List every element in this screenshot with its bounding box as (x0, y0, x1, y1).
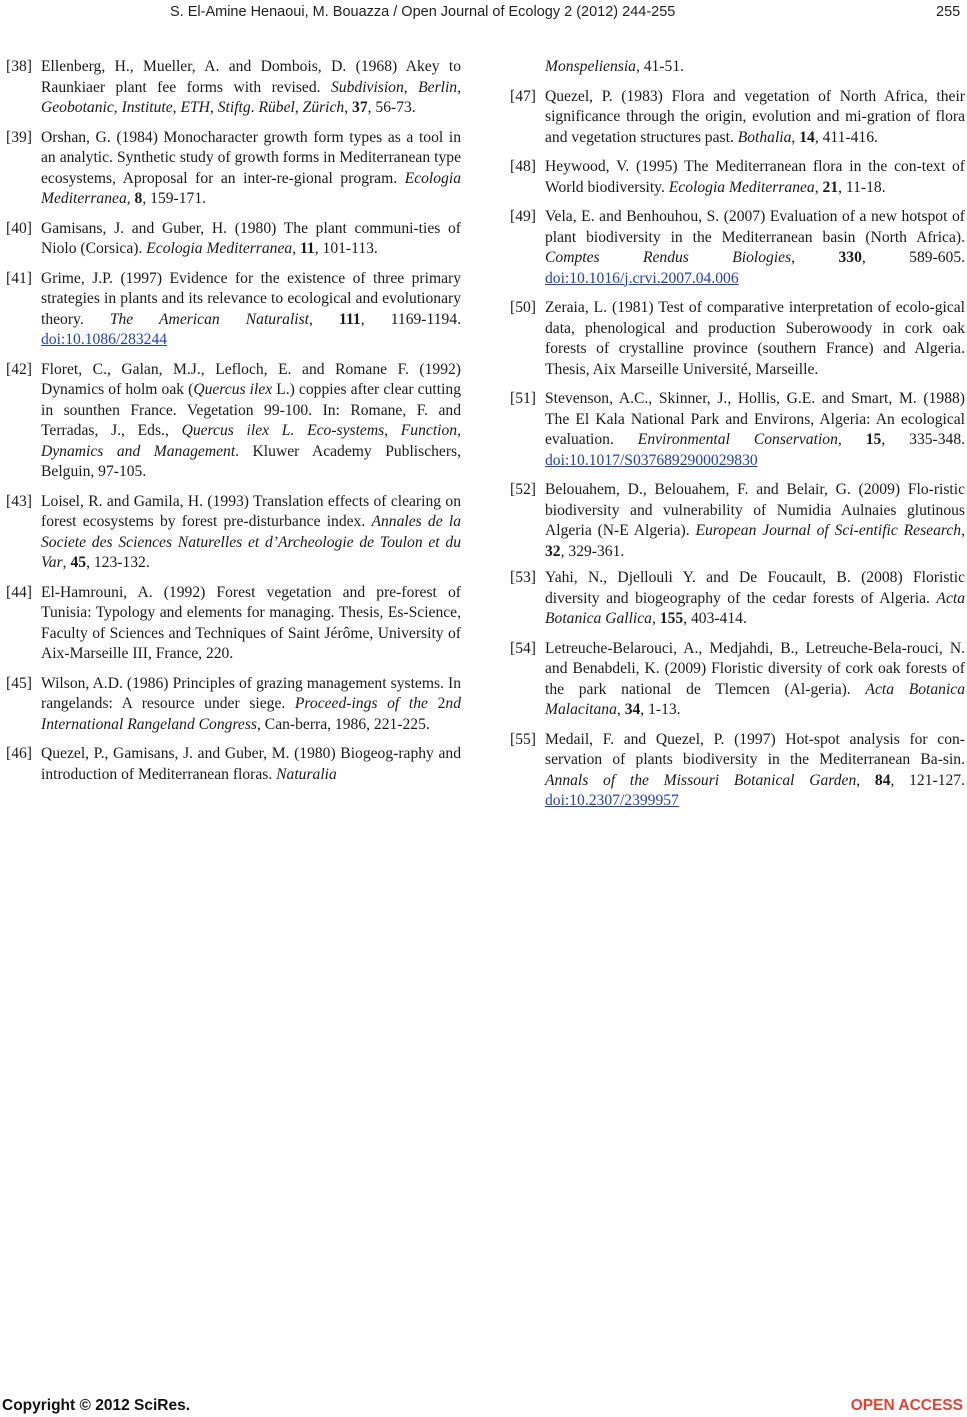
reference-text: , 589-605. (861, 249, 966, 266)
reference-body (545, 87, 965, 149)
reference-entry (6, 744, 461, 785)
reference-body (545, 389, 965, 471)
reference-entry (6, 219, 461, 260)
volume-number: 330 (838, 249, 862, 266)
reference-number: [55] (510, 730, 536, 748)
reference-number: [52] (510, 481, 536, 498)
doi-link[interactable]: doi:10.2307/2399957 (545, 792, 679, 809)
italic-text: Quercus ilex L. Eco-systems (181, 422, 385, 439)
reference-number: [51] (510, 390, 536, 407)
reference-body (545, 568, 965, 630)
reference-number: [38] (6, 58, 32, 75)
italic-text: Proceed-ings of the (294, 695, 428, 712)
reference-entry (6, 674, 461, 736)
reference-entry (510, 87, 965, 149)
reference-text: , (172, 99, 181, 116)
italic-text: Naturalia (276, 765, 337, 783)
reference-number: [42] (6, 360, 32, 378)
reference-body (41, 360, 461, 483)
reference-text: Belouahem, D., Belouahem, F. and Belair, G. (2009) Flo-ristic biodiversity and vulnerability of Numidia Aulnaies glutinous Algeria (N-E Algeria). (545, 481, 965, 539)
reference-entry (510, 568, 965, 630)
reference-number: [53] (510, 569, 536, 586)
reference-entry (510, 480, 965, 562)
reference-text: Loisel, R. and Gamila, H. (1993) Translation effects of clearing on forest ecosystems by forest pre-disturbance index. (41, 492, 461, 530)
italic-text: Annales de la Societe des Sciences Naturelles et d’Archeologie de Toulon et du Var (41, 513, 461, 571)
reference-text: Wilson, A.D. (1986) Principles of grazing management systems. In rangelands: A resource under siege. (41, 674, 461, 712)
reference-text: 2 (427, 695, 446, 712)
reference-number: [43] (6, 492, 32, 510)
doi-link[interactable]: doi:10.1086/283244 (41, 331, 168, 348)
italic-text: Environmental Conservation (637, 431, 838, 448)
reference-text: Yahi, N., Djellouli Y. and De Foucault, B. (2008) Floristic diversity and biogeography of the cedar forests of Algeria. (545, 569, 965, 607)
reference-body (545, 480, 965, 562)
volume-number: 155 (659, 610, 684, 627)
reference-body (41, 269, 461, 351)
reference-text: El-Hamrouni, A. (1992) Forest vegetation and pre-forest of Tunisia: Typology and elements for managing. Thesis, Es-Science, Faculty of Sciences and Techniques of Saint Jérôme, University of Aix-Marseille III, France, 220. (41, 583, 461, 662)
reference-text: Vela, E. and Benhouhou, S. (2007) Evaluation of a new hotspot of plant biodiversity in the Mediterranean basin (North Africa). (545, 208, 965, 246)
volume-number: 15 (865, 431, 882, 448)
reference-text: , 1-13. (640, 701, 681, 718)
reference-text: , (457, 422, 461, 439)
reference-entry (6, 269, 461, 351)
reference-text: Medail, F. and Quezel, P. (1997) Hot-spot analysis for con-servation of plants biodiversity in the Mediterranean Ba-sin. (545, 730, 965, 768)
reference-number: [45] (6, 674, 32, 692)
reference-text: , (814, 178, 823, 196)
references-left-column (6, 57, 461, 785)
reference-text: , 121-127. (890, 771, 965, 789)
italic-text: Monspeliensia (545, 58, 636, 75)
reference-text: , 335-348. (881, 431, 966, 448)
volume-number: 11 (300, 240, 315, 257)
reference-text: . Kluwer Academy Publischers, Belguin, 97-105. (41, 442, 461, 480)
reference-text: , (651, 610, 660, 627)
reference-entry (6, 57, 461, 119)
reference-body (545, 730, 965, 812)
volume-number: 84 (874, 771, 891, 789)
reference-number: [40] (6, 219, 32, 237)
reference-text: , 329-361. (560, 542, 625, 560)
reference-text: , (856, 771, 875, 789)
reference-body (545, 639, 965, 721)
reference-text: , (616, 701, 625, 718)
reference-text: Quezel, P. (1983) Flora and vegetation of North Africa, their significance through the origin, evolution and mi-gration of flora and vegetation structures past. (545, 87, 965, 146)
page-number: 255 (936, 4, 961, 20)
reference-continuation (510, 57, 965, 78)
reference-text: , (294, 99, 303, 116)
reference-text: Gamisans, J. and Guber, H. (1980) The plant communi-ties of Niolo (Corsica). (41, 219, 461, 257)
italic-text: European Journal of Sci-entific Research (695, 522, 962, 539)
reference-text: , 123-132. (86, 554, 150, 571)
reference-number: [41] (6, 269, 32, 287)
italic-text: nd International Rangeland Congress (41, 695, 461, 733)
italic-text: Berlin (418, 78, 458, 96)
italic-text: Acta Botanica Malacitana (545, 680, 965, 718)
reference-body (41, 57, 461, 119)
reference-text: Stevenson, A.C., Skinner, J., Hollis, G.E. and Smart, M. (1988) The El Kala National Park and Environs, Algeria: An ecological evaluation. (545, 390, 965, 448)
volume-number: 111 (339, 310, 361, 328)
reference-text: , 41-51. (635, 58, 685, 75)
reference-body (545, 207, 965, 289)
italic-text: The American Naturalist (109, 310, 310, 328)
reference-text: , (837, 431, 866, 448)
volume-number: 34 (624, 701, 641, 718)
reference-body (41, 492, 461, 574)
reference-text: , 56-73. (367, 99, 416, 116)
volume-number: 37 (352, 99, 368, 116)
reference-text: , 101-113. (314, 240, 378, 257)
reference-text: Grime, J.P. (1997) Evidence for the existence of three primary strategies in plants and its relevance to ecological and evolutionary theory. (41, 269, 461, 328)
reference-number: [44] (6, 583, 32, 601)
reference-text: , (292, 240, 300, 257)
reference-entry (6, 360, 461, 483)
reference-entry (510, 389, 965, 471)
reference-text: , (113, 99, 122, 116)
reference-text: Letreuche-Belarouci, A., Medjahdi, B., Letreuche-Bela-rouci, N. and Benabdeli, K. (2009) Floristic diversity of cork oak forests of the park national de Tlemcen (Al-geria). (545, 639, 965, 698)
references-right-column (510, 57, 965, 812)
reference-entry (510, 730, 965, 812)
reference-number: [39] (6, 128, 32, 146)
reference-number: [46] (6, 745, 32, 762)
reference-entry (510, 639, 965, 721)
reference-entry (510, 298, 965, 380)
reference-body (41, 219, 461, 260)
reference-text: Ellenberg, H., Mueller, A. and Dombois, D. (1968) Akey to Raunkiaer plant fee forms with revised. (41, 58, 461, 96)
italic-text: Acta Botanica Gallica (545, 589, 965, 627)
volume-number: 32 (545, 542, 561, 560)
italic-text: Function (400, 422, 458, 439)
reference-text: Zeraia, L. (1981) Test of comparative interpretation of ecolo-gical data, phenological and production Suberowoody in cork oak forests of crystalline province (southern France) and Algeria. Thesis, Aix Marseille Université, Marseille. (545, 299, 965, 378)
reference-body (545, 298, 965, 380)
reference-text: , (457, 78, 462, 96)
volume-number: 21 (822, 178, 839, 196)
reference-body (545, 157, 965, 198)
reference-text: Heywood, V. (1995) The Mediterranean flora in the con-text of World biodiversity. (545, 158, 965, 196)
reference-text: , (791, 249, 839, 266)
reference-entry (6, 492, 461, 574)
reference-text: , (209, 99, 218, 116)
italic-text: Ecologia Mediterranea (668, 178, 815, 196)
reference-number: [48] (510, 158, 536, 175)
page-header (0, 4, 967, 24)
reference-text: , (309, 310, 340, 328)
reference-entry (6, 128, 461, 210)
italic-text: Zürich (302, 99, 345, 116)
reference-entry (510, 207, 965, 289)
reference-number: [47] (510, 87, 536, 105)
doi-link[interactable]: doi:10.1016/j.crvi.2007.04.006 (545, 269, 739, 287)
italic-text: Quercus ilex (193, 381, 273, 398)
reference-text: , (384, 422, 401, 439)
reference-text: , (344, 99, 353, 116)
italic-text: Rübel (258, 99, 295, 116)
reference-text: , (403, 78, 419, 96)
italic-text: Annals of the Missouri Botanical Garden (545, 771, 857, 789)
reference-number: [54] (510, 639, 536, 657)
italic-text: Ecologia Mediterranea (41, 169, 461, 207)
volume-number: 8 (134, 190, 143, 207)
reference-text: , 11-18. (838, 178, 886, 196)
reference-text: , (126, 190, 135, 207)
reference-text: , 1169-1194. (360, 310, 462, 328)
reference-text: Floret, C., Galan, M.J., Lefloch, E. and Romane F. (1992) Dynamics of holm oak ( (41, 360, 461, 398)
italic-text: Bothalia (737, 128, 792, 146)
reference-body (41, 128, 461, 210)
reference-body (41, 674, 461, 736)
reference-text: , 403-414. (683, 610, 747, 627)
reference-text: , (791, 128, 800, 146)
italic-text: Subdivision (331, 78, 404, 96)
reference-text: Quezel, P., Gamisans, J. and Guber, M. (1980) Biogeog-raphy and introduction of Mediterranean floras. (41, 745, 461, 783)
reference-number: [49] (510, 208, 536, 225)
page-footer (0, 1397, 967, 1417)
reference-text: , Can-berra, 1986, 221-225. (257, 715, 430, 733)
volume-number: 14 (799, 128, 815, 146)
italic-text: Comptes Rendus Biologies (545, 249, 792, 266)
italic-text: Geobotanic (41, 99, 114, 116)
reference-text: Orshan, G. (1984) Monocharacter growth form types as a tool in an analytic. Synthetic study of growth forms in Mediterranean type ecosystems, Aproposal for an inter-re-gional program. (41, 128, 461, 187)
reference-text: , (961, 522, 965, 539)
reference-entry (6, 583, 461, 665)
reference-body (41, 744, 461, 785)
volume-number: 45 (70, 554, 87, 571)
reference-text: , 159-171. (142, 190, 207, 207)
open-access-label: OPEN ACCESS (850, 1397, 963, 1414)
reference-body (41, 583, 461, 665)
reference-entry (510, 157, 965, 198)
reference-text: , 411-416. (814, 128, 878, 146)
doi-link[interactable]: doi:10.1017/S0376892900029830 (545, 451, 758, 469)
italic-text: Stiftg (217, 99, 251, 116)
italic-text: Dynamics and Management (41, 442, 236, 460)
italic-text: Institute (121, 99, 173, 116)
reference-number: [50] (510, 299, 536, 316)
copyright-notice: Copyright © 2012 SciRes. (2, 1397, 191, 1414)
italic-text: ETH (180, 99, 210, 116)
reference-text: , (62, 554, 71, 571)
reference-text: L.) coppies after clear cutting in sounthen France. Vegetation 99-100. In: Romane, F. and Terradas, J., Eds., (41, 381, 461, 439)
italic-text: Ecologia Mediterranea (146, 240, 293, 257)
running-title: S. El-Amine Henaoui, M. Bouazza / Open Journal of Ecology 2 (2012) 244-255 (170, 4, 676, 20)
reference-text: . (250, 99, 259, 116)
